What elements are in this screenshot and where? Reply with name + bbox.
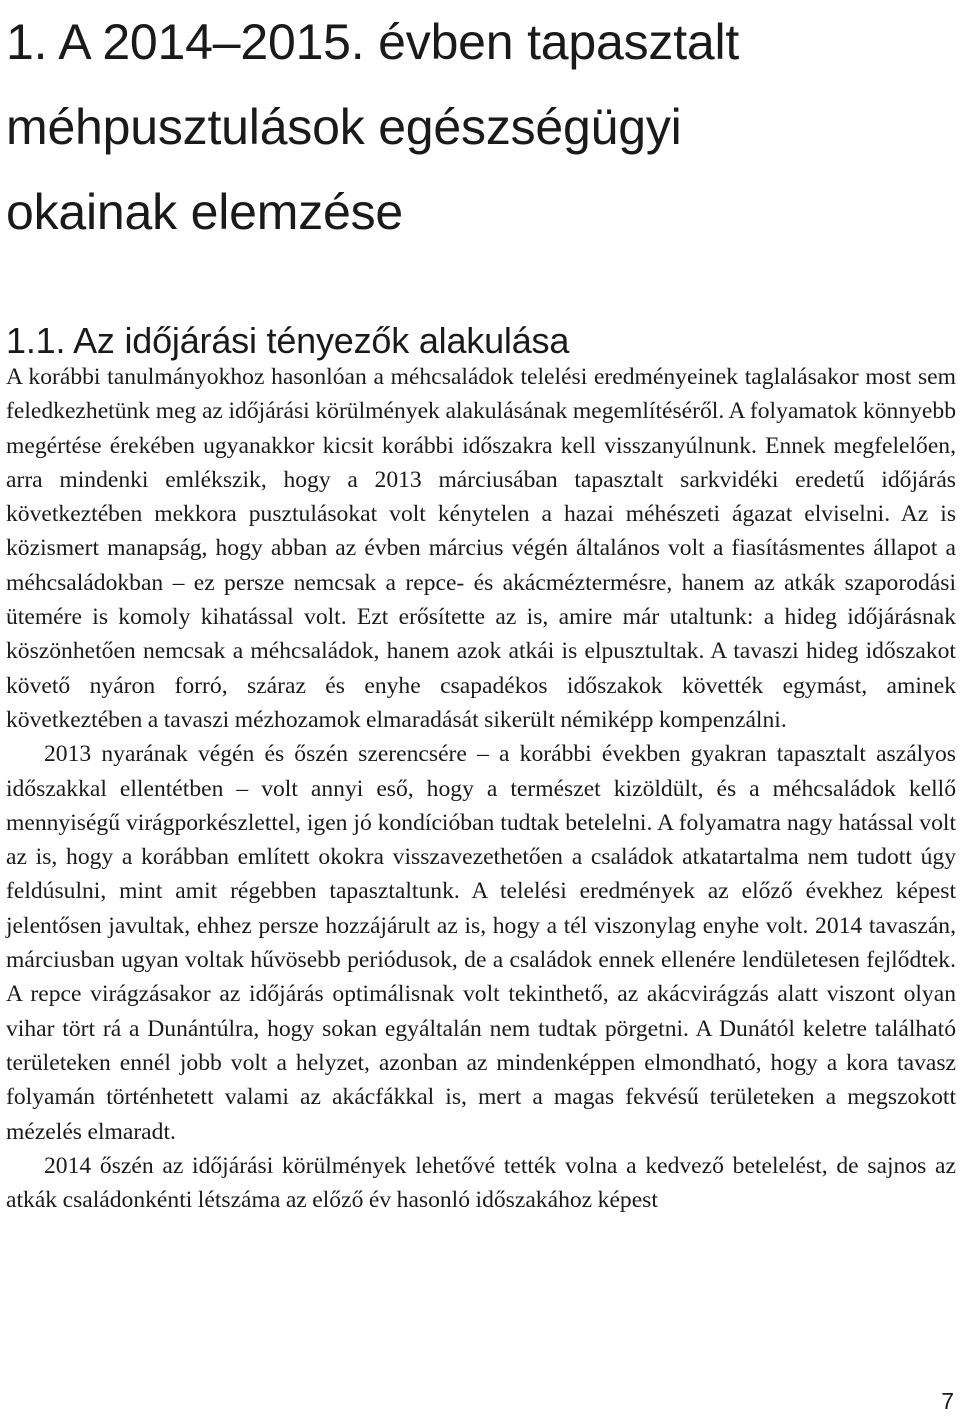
paragraph-2: 2013 nyarának végén és őszén szerencsére – a korábbi években gyakran tapasztalt aszályos időszakkal ellentétben – volt annyi eső, hogy a természet kizöldült, és a méhcsaládok kellő mennyiségű virágporkészlettel, igen jó kondícióban tudtak betelelni. A folyamatra nagy hatással volt az is, hogy a korábban említett okokra visszavezethetően a családok atkatartalma nem tudott úgy feldúsulni, mint amit régebben tapasztaltunk. A telelési eredmények az előző évekhez képest jelentősen javultak, ehhez persze hozzájárult az is, hogy a tél viszonylag enyhe volt. 2014 tavaszán, márciusban ugyan voltak hűvösebb periódusok, de a családok ennek ellenére lendületesen fejlődtek. A repce virágzásakor az időjárás optimálisnak volt tekinthető, az akácvirágzás alatt viszont olyan vihar tört rá a Dunántúlra, hogy sokan egyáltalán nem tudtak pörgetni. A Dunától keletre található területeken ennél jobb volt a helyzet, azonban az mindenképpen elmondható, hogy a kora tavasz folyamán történhetett valami az akácfákkal is, mert a magas fekvésű területeken a megszokott mézelés elmaradt. xyxy=(6,741,956,1145)
page-number: 7 xyxy=(941,1388,954,1414)
paragraph-1: A korábbi tanulmányokhoz hasonlóan a méhcsaládok telelési eredményeinek taglalásakor most sem feledkezhetünk meg az időjárási körülmények alakulásának megemlítéséről. A folyamatok könnyebb megértése érekében ugyanakkor kicsit korábbi időszakra kell visszanyúlnunk. Ennek megfelelően, arra mindenki emlékszik, hogy a 2013 márciusában tapasztalt sarkvidéki eredetű időjárás következtében mekkora pusztulásokat volt kénytelen a hazai méhészeti ágazat elviselni. Az is közismert manapság, hogy abban az évben március végén általános volt a fiasításmentes állapot a méhcsaládokban – ez persze nemcsak a repce- és akácméztermésre, hanem az atkák szaporodási ütemére is komoly kihatással volt. Ezt erősítette az is, amire már utaltunk: a hideg időjárásnak köszönhetően nemcsak a méhcsaládok, hanem azok atkái is elpusztultak. A tavaszi hideg időszakot követő nyáron forró, száraz és enyhe csapadékos időszakok követték egymást, aminek következtében a tavaszi mézhozamok elmaradását sikerült némiképp kompenzálni. xyxy=(6,364,956,733)
document-page xyxy=(6,0,956,1217)
section-title: 1.1. Az időjárási tényezők alakulása xyxy=(6,320,570,361)
chapter-title-line-2: méhpusztulások egészségügyi xyxy=(6,99,682,155)
paragraph-3: 2014 őszén az időjárási körülmények lehetővé tették volna a kedvező betelelést, de sajnos az atkák családonkénti létszáma az előző év hasonló időszakához képest xyxy=(6,1152,956,1214)
chapter-title xyxy=(6,0,956,255)
chapter-title-line-3: okainak elemzése xyxy=(6,184,404,240)
chapter-title-line-1: 1. A 2014–2015. évben tapasztalt xyxy=(6,14,740,70)
